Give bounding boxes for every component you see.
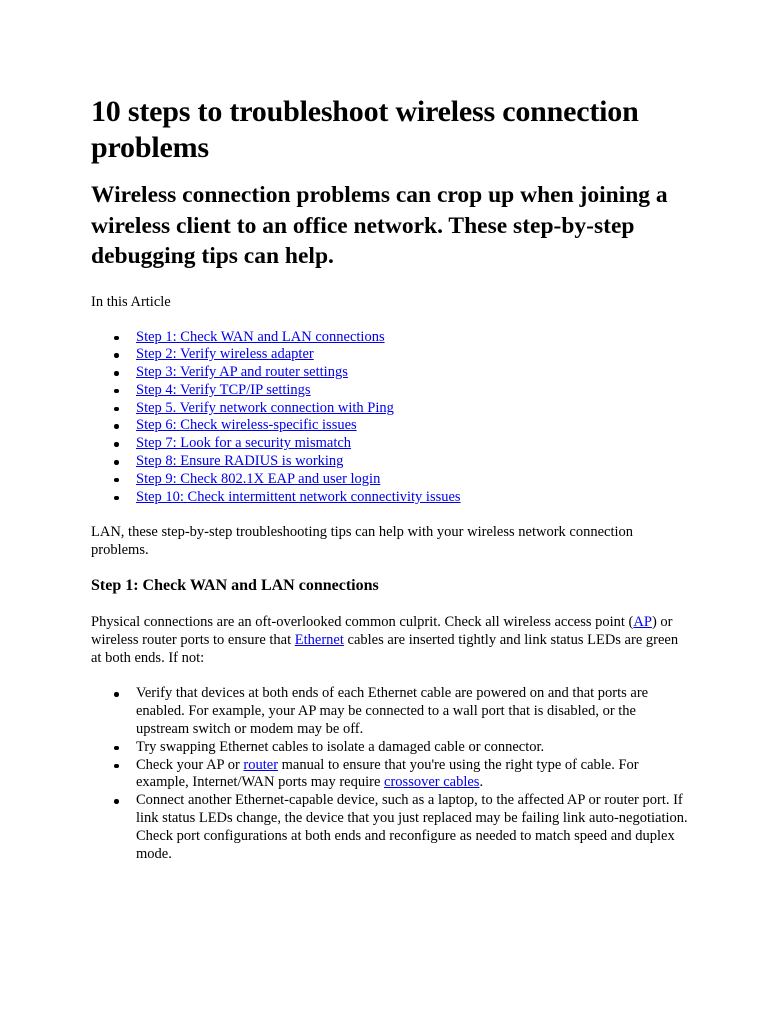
step-1-checklist: [91, 685, 691, 863]
page-title: 10 steps to troubleshoot wireless connection problems: [91, 95, 639, 164]
toc-item: [136, 471, 691, 489]
page-subtitle: Wireless connection problems can crop up when joining a wireless client to an office network. These step-by-step debugging tips can help.: [91, 182, 668, 269]
toc-link-step-3[interactable]: Step 3: Verify AP and router settings: [136, 364, 348, 381]
article: [91, 94, 691, 863]
router-link[interactable]: router: [243, 756, 279, 773]
paragraph-text: cables are inserted tightly and link status LEDs are green at both ends. If not:: [91, 632, 679, 667]
ethernet-link[interactable]: Ethernet: [294, 632, 344, 649]
item-text: manual to ensure that you're using the right type of cable. For example, Internet/WAN ports may require: [136, 756, 639, 791]
in-article-label: In this Article: [91, 293, 171, 310]
toc-link-step-9[interactable]: Step 9: Check 802.1X EAP and user login: [136, 470, 381, 487]
table-of-contents: [91, 329, 691, 507]
toc-item: [136, 364, 691, 382]
toc-item: [136, 435, 691, 453]
paragraph-text: Physical connections are an oft-overlooked common culprit. Check all wireless access point (: [91, 614, 634, 631]
toc-item: [136, 329, 691, 347]
paragraph-text: ) or wireless router ports to ensure that: [91, 614, 673, 649]
toc-item: [136, 400, 691, 418]
toc-item: [136, 417, 691, 435]
step-1-heading: Step 1: Check WAN and LAN connections: [91, 577, 379, 595]
item-text: .: [479, 774, 484, 791]
toc-item: [136, 489, 691, 507]
toc-link-step-7[interactable]: Step 7: Look for a security mismatch: [136, 435, 352, 452]
toc-item: [136, 453, 691, 471]
checklist-item: [136, 757, 691, 793]
toc-item: [136, 346, 691, 364]
ap-link[interactable]: AP: [633, 614, 652, 631]
toc-link-step-5[interactable]: Step 5. Verify network connection with Ping: [136, 399, 394, 416]
crossover-cables-link[interactable]: crossover cables: [384, 774, 480, 791]
toc-link-step-2[interactable]: Step 2: Verify wireless adapter: [136, 346, 314, 363]
toc-item: [136, 382, 691, 400]
intro-paragraph: LAN, these step-by-step troubleshooting tips can help with your wireless network connection problems.: [91, 524, 634, 559]
toc-link-step-8[interactable]: Step 8: Ensure RADIUS is working: [136, 453, 344, 470]
toc-link-step-4[interactable]: Step 4: Verify TCP/IP settings: [136, 381, 311, 398]
toc-link-step-1[interactable]: Step 1: Check WAN and LAN connections: [136, 328, 385, 345]
checklist-item: Connect another Ethernet-capable device, such as a laptop, to the affected AP or router port. If link status LEDs change, the device that you just replaced may be failing link auto-negotiation. Check port configurations at both ends and reconfigure as needed to match speed and duplex mode.: [136, 792, 691, 863]
item-text: Check your AP or: [136, 756, 244, 773]
toc-link-step-6[interactable]: Step 6: Check wireless-specific issues: [136, 417, 357, 434]
step-1-paragraph: [91, 613, 691, 667]
checklist-item: Verify that devices at both ends of each Ethernet cable are powered on and that ports are enabled. For example, your AP may be connected to a wall port that is disabled, or the upstream switch or modem may be off.: [136, 685, 691, 738]
toc-link-step-10[interactable]: Step 10: Check intermittent network connectivity issues: [136, 488, 461, 505]
checklist-item: Try swapping Ethernet cables to isolate a damaged cable or connector.: [136, 739, 691, 757]
